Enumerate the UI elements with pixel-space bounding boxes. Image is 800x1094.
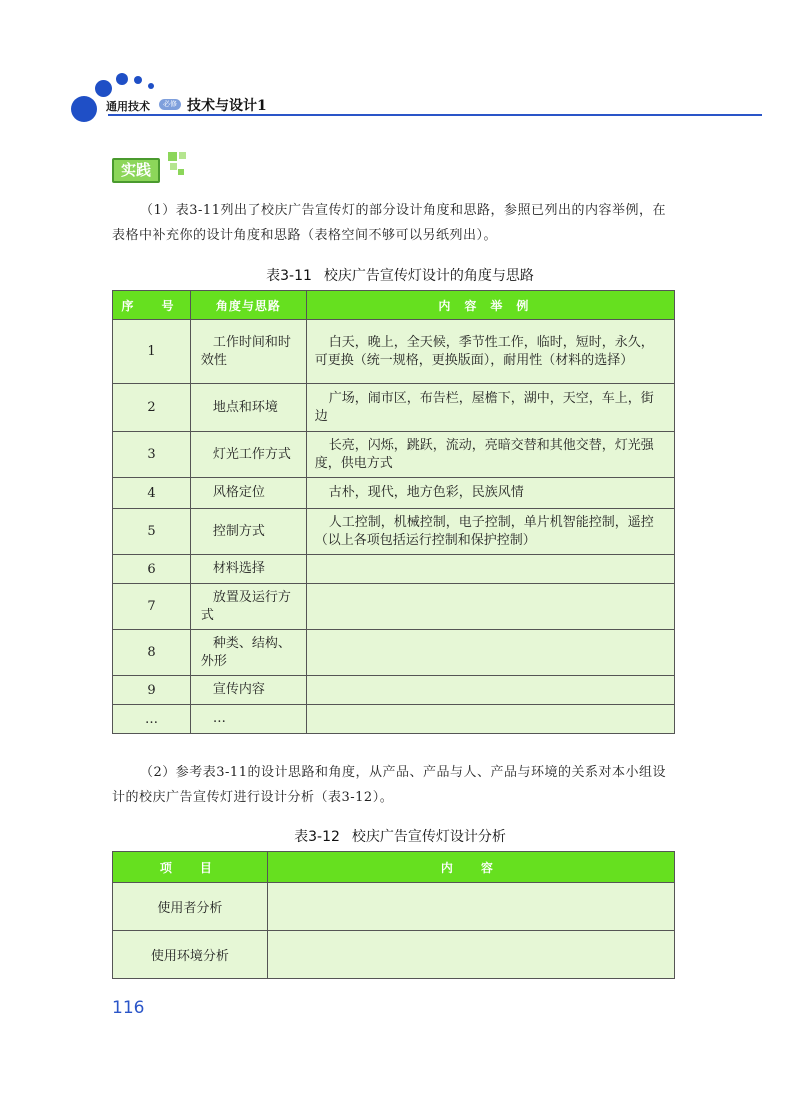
header-dot-large (71, 96, 97, 122)
table1-caption (0, 265, 800, 285)
header-badge: 必修 (159, 99, 181, 110)
row-item: 使用环境分析 (113, 931, 268, 979)
row-content (306, 705, 674, 734)
col-header-content: 内容举例 (306, 291, 674, 320)
deco-square (178, 169, 184, 175)
table-row (113, 883, 675, 931)
table1-title: 校庆广告宣传灯设计的角度与思路 (323, 268, 534, 284)
table-row (113, 705, 675, 734)
header-dot-small (116, 73, 128, 85)
row-content (267, 883, 674, 931)
header-dot-tiny (134, 76, 142, 84)
instruction-paragraph-2: （2）参考表3-11的设计思路和角度，从产品、产品与人、产品与环境的关系对本小组设计的校庆广告宣传灯进行设计分析（表3-12）。 (112, 765, 666, 805)
row-angle: 风格定位 (190, 478, 306, 509)
row-no: 1 (113, 320, 191, 384)
col-header-no: 序 号 (113, 291, 191, 320)
design-angles-table (112, 290, 675, 734)
col-header-content: 内 容 (267, 852, 674, 883)
row-content (306, 676, 674, 705)
table-row (113, 432, 675, 478)
table-header-row (113, 852, 675, 883)
table-row (113, 555, 675, 584)
table2-caption (0, 826, 800, 846)
deco-square (170, 163, 177, 170)
header-subject: 通用技术 (106, 100, 150, 113)
table-row (113, 931, 675, 979)
row-no: 6 (113, 555, 191, 584)
row-no: 3 (113, 432, 191, 478)
page-number: 116 (112, 998, 145, 1018)
instruction-paragraph-1: （1）表3-11列出了校庆广告宣传灯的部分设计角度和思路，参照已列出的内容举例，在表格中补充你的设计角度和思路（表格空间不够可以另纸列出）。 (112, 203, 666, 243)
row-angle: 放置及运行方式 (190, 584, 306, 630)
row-no: 8 (113, 630, 191, 676)
table1-number: 表3-11 (266, 268, 312, 284)
row-content (267, 931, 674, 979)
row-content (306, 584, 674, 630)
row-item: 使用者分析 (113, 883, 268, 931)
row-angle: … (190, 705, 306, 734)
design-analysis-table (112, 851, 675, 979)
row-content: 人工控制，机械控制，电子控制，单片机智能控制，遥控（以上各项包括运行控制和保护控制） (306, 509, 674, 555)
table2-number: 表3-12 (294, 829, 340, 845)
deco-square (168, 152, 177, 161)
row-content: 白天，晚上，全天候，季节性工作，临时，短时，永久，可更换（统一规格，更换版面），耐用性（材料的选择） (306, 320, 674, 384)
practice-badge: 实践 (112, 158, 160, 183)
row-no: 2 (113, 384, 191, 432)
table-row (113, 584, 675, 630)
row-no: 9 (113, 676, 191, 705)
table-row (113, 478, 675, 509)
row-no: 7 (113, 584, 191, 630)
table-row (113, 320, 675, 384)
row-content: 长亮，闪烁，跳跃，流动，亮暗交替和其他交替，灯光强度，供电方式 (306, 432, 674, 478)
header-dot-mini (148, 83, 154, 89)
row-angle: 控制方式 (190, 509, 306, 555)
col-header-angle: 角度与思路 (190, 291, 306, 320)
row-content (306, 630, 674, 676)
col-header-item: 项 目 (113, 852, 268, 883)
row-content: 广场，闹市区，布告栏，屋檐下，湖中，天空，车上，街边 (306, 384, 674, 432)
header-book-title: 技术与设计1 (187, 98, 267, 114)
row-angle: 工作时间和时效性 (190, 320, 306, 384)
header-dot-medium (95, 80, 112, 97)
row-no: 5 (113, 509, 191, 555)
row-content: 古朴，现代，地方色彩，民族风情 (306, 478, 674, 509)
row-angle: 宣传内容 (190, 676, 306, 705)
row-angle: 灯光工作方式 (190, 432, 306, 478)
row-content (306, 555, 674, 584)
table-row (113, 676, 675, 705)
row-angle: 地点和环境 (190, 384, 306, 432)
table2-title: 校庆广告宣传灯设计分析 (351, 829, 506, 845)
table-row (113, 384, 675, 432)
row-angle: 材料选择 (190, 555, 306, 584)
table-header-row (113, 291, 675, 320)
row-no: … (113, 705, 191, 734)
table-row (113, 630, 675, 676)
deco-square (179, 152, 186, 159)
row-no: 4 (113, 478, 191, 509)
row-angle: 种类、结构、外形 (190, 630, 306, 676)
table-row (113, 509, 675, 555)
